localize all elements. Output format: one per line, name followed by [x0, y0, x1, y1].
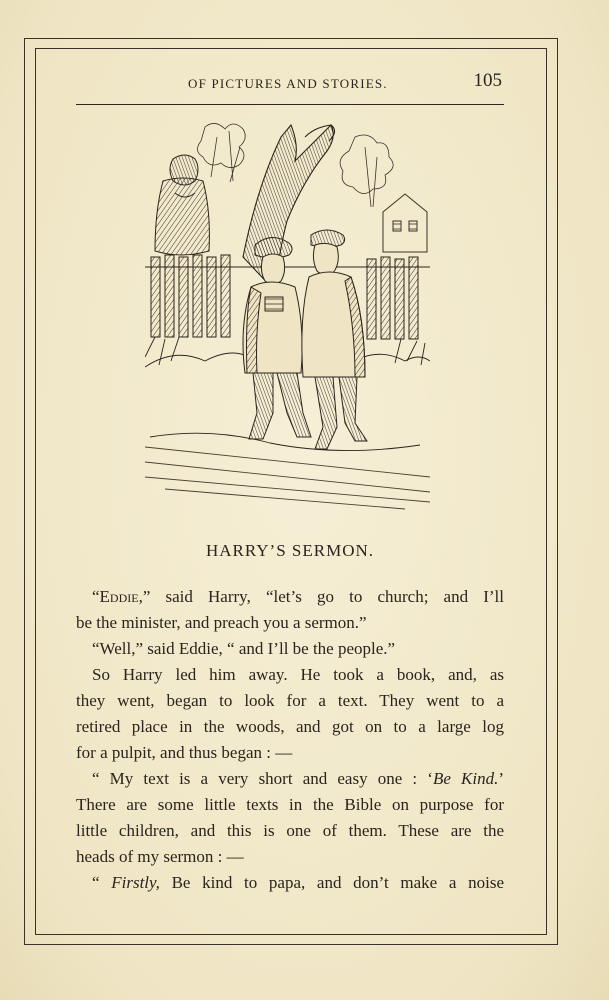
paragraph-4-line-4: heads of my sermon : — — [76, 847, 244, 866]
paragraph-3-line-1: So Harry led him away. He took a book, and, as — [92, 665, 504, 684]
paragraph-4-line-1-after: ’ — [498, 769, 504, 788]
paragraph-2-line-1: “Well,” said Eddie, “ and I’ll be the people.” — [92, 639, 396, 658]
word-firstly: Firstly, — [111, 873, 160, 892]
paragraph-4-line-2: There are some little texts in the Bible on purpose for — [76, 795, 504, 814]
paragraph-3-line-4: for a pulpit, and thus began : — — [76, 743, 293, 762]
text-be-kind: Be Kind. — [432, 769, 499, 788]
name-eddie: Eddie — [99, 587, 139, 606]
paragraph-3-line-3: retired place in the woods, and got on to a large log — [76, 717, 504, 736]
section-title: HARRY’S SERMON. — [205, 541, 375, 560]
paragraph-4-line-3: little children, and this is one of them. These are the — [76, 821, 504, 840]
paragraph-1-line-2: be the minister, and preach you a sermon.” — [76, 613, 367, 632]
running-title: OF PICTURES AND STORIES. — [188, 76, 388, 91]
running-header — [76, 72, 506, 96]
body-text — [76, 584, 504, 896]
paragraph-5-line-1 — [76, 870, 504, 896]
page-number: 105 — [473, 70, 502, 91]
paragraph-3-line-2: they went, began to look for a text. They went to a — [76, 691, 504, 710]
paragraph-4-line-1-before: “ My text is a very short and easy one : ‘ — [92, 769, 433, 788]
paragraph-1-line-1-rest: ,” said Harry, “let’s go to church; and I’ll — [138, 587, 504, 606]
paragraph-5-open-quote: “ — [92, 873, 112, 892]
open-quote: “ — [92, 587, 100, 606]
paragraph-5-line-1-rest: Be kind to papa, and don’t make a noise — [159, 873, 505, 892]
header-rule — [76, 104, 504, 105]
paragraph-4-line-1 — [76, 766, 504, 792]
paragraph-1-line-1 — [76, 584, 504, 610]
engraving-two-boys-with-book-and-woman-icon — [145, 117, 430, 517]
